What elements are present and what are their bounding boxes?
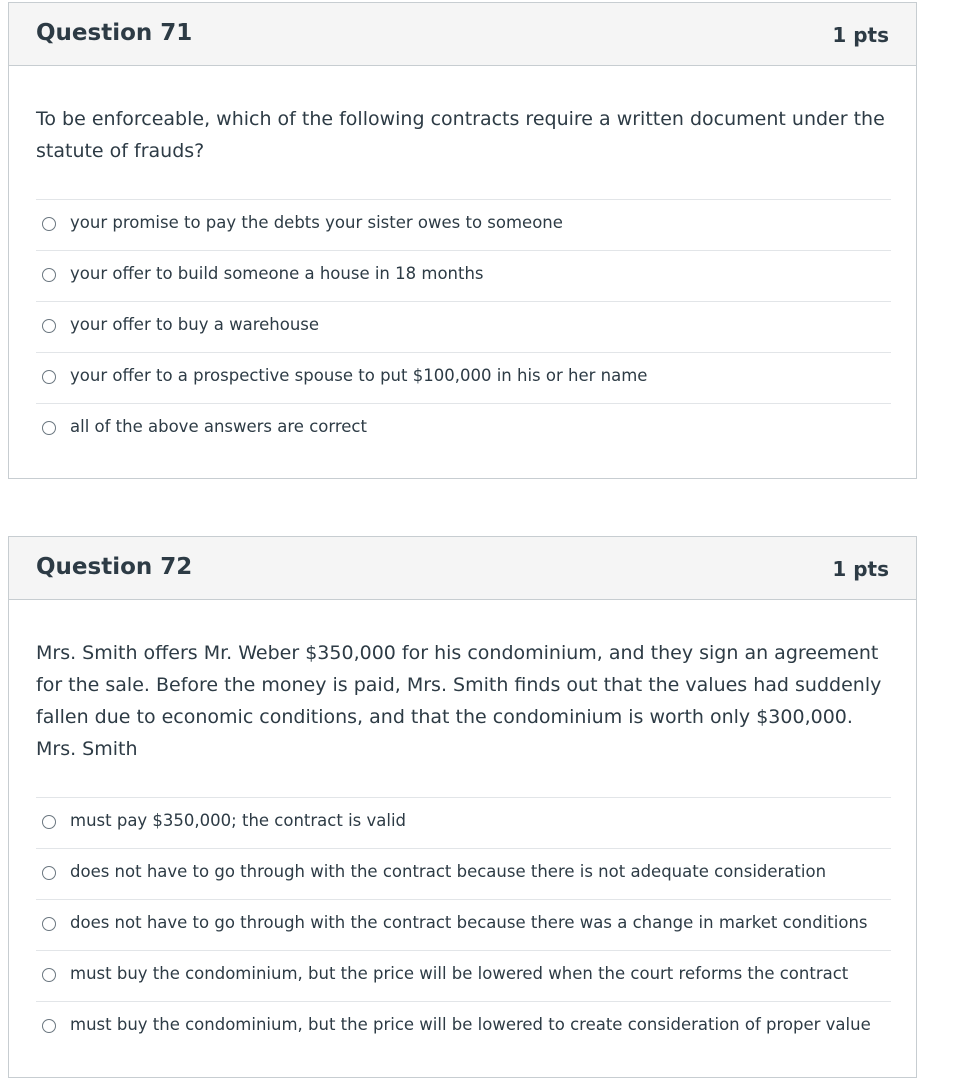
answer-label[interactable]: your promise to pay the debts your sister owes to someone — [70, 213, 563, 232]
answer-option[interactable] — [36, 797, 891, 848]
answer-option[interactable] — [36, 403, 891, 454]
answer-label[interactable]: must buy the condominium, but the price will be lowered to create consideration of proper value — [70, 1015, 871, 1034]
answer-label[interactable]: must pay $350,000; the contract is valid — [70, 811, 407, 830]
answer-list — [36, 199, 891, 454]
answer-label[interactable]: does not have to go through with the contract because there was a change in market conditions — [70, 913, 868, 932]
answer-label[interactable]: your offer to a prospective spouse to put $100,000 in his or her name — [70, 366, 648, 385]
answer-label[interactable]: your offer to buy a warehouse — [70, 315, 320, 334]
answer-label[interactable]: does not have to go through with the contract because there is not adequate consideration — [70, 862, 827, 881]
radio-button[interactable] — [42, 319, 56, 333]
answer-option[interactable] — [36, 848, 891, 899]
question-points: 1 pts — [832, 557, 889, 581]
answer-option[interactable] — [36, 301, 891, 352]
answer-option[interactable] — [36, 352, 891, 403]
answer-option[interactable] — [36, 199, 891, 250]
question-71 — [8, 2, 917, 479]
radio-button[interactable] — [42, 1019, 56, 1033]
radio-button[interactable] — [42, 815, 56, 829]
radio-button[interactable] — [42, 217, 56, 231]
answer-list — [36, 797, 891, 1052]
question-title: Question 72 — [36, 554, 193, 580]
answer-label[interactable]: your offer to build someone a house in 18 months — [70, 264, 484, 283]
radio-button[interactable] — [42, 421, 56, 435]
question-header — [9, 3, 916, 66]
radio-button[interactable] — [42, 370, 56, 384]
question-text: Mrs. Smith offers Mr. Weber $350,000 for his condominium, and they sign an agreement for the sale. Before the money is paid, Mrs. Smith finds out that the values had suddenly fallen due to economic conditions, and that the condominium is worth only $300,000. Mrs. Smith — [36, 642, 882, 760]
question-points: 1 pts — [832, 23, 889, 47]
answer-option[interactable] — [36, 250, 891, 301]
radio-button[interactable] — [42, 268, 56, 282]
question-72 — [8, 536, 917, 1078]
radio-button[interactable] — [42, 968, 56, 982]
answer-option[interactable] — [36, 950, 891, 1001]
radio-button[interactable] — [42, 917, 56, 931]
answer-label[interactable]: all of the above answers are correct — [70, 417, 367, 436]
question-text: To be enforceable, which of the following contracts require a written document under the statute of frauds? — [36, 108, 885, 162]
answer-option[interactable] — [36, 899, 891, 950]
answer-option[interactable] — [36, 1001, 891, 1052]
answer-label[interactable]: must buy the condominium, but the price will be lowered when the court reforms the contract — [70, 964, 849, 983]
question-title: Question 71 — [36, 20, 193, 46]
question-header — [9, 537, 916, 600]
radio-button[interactable] — [42, 866, 56, 880]
